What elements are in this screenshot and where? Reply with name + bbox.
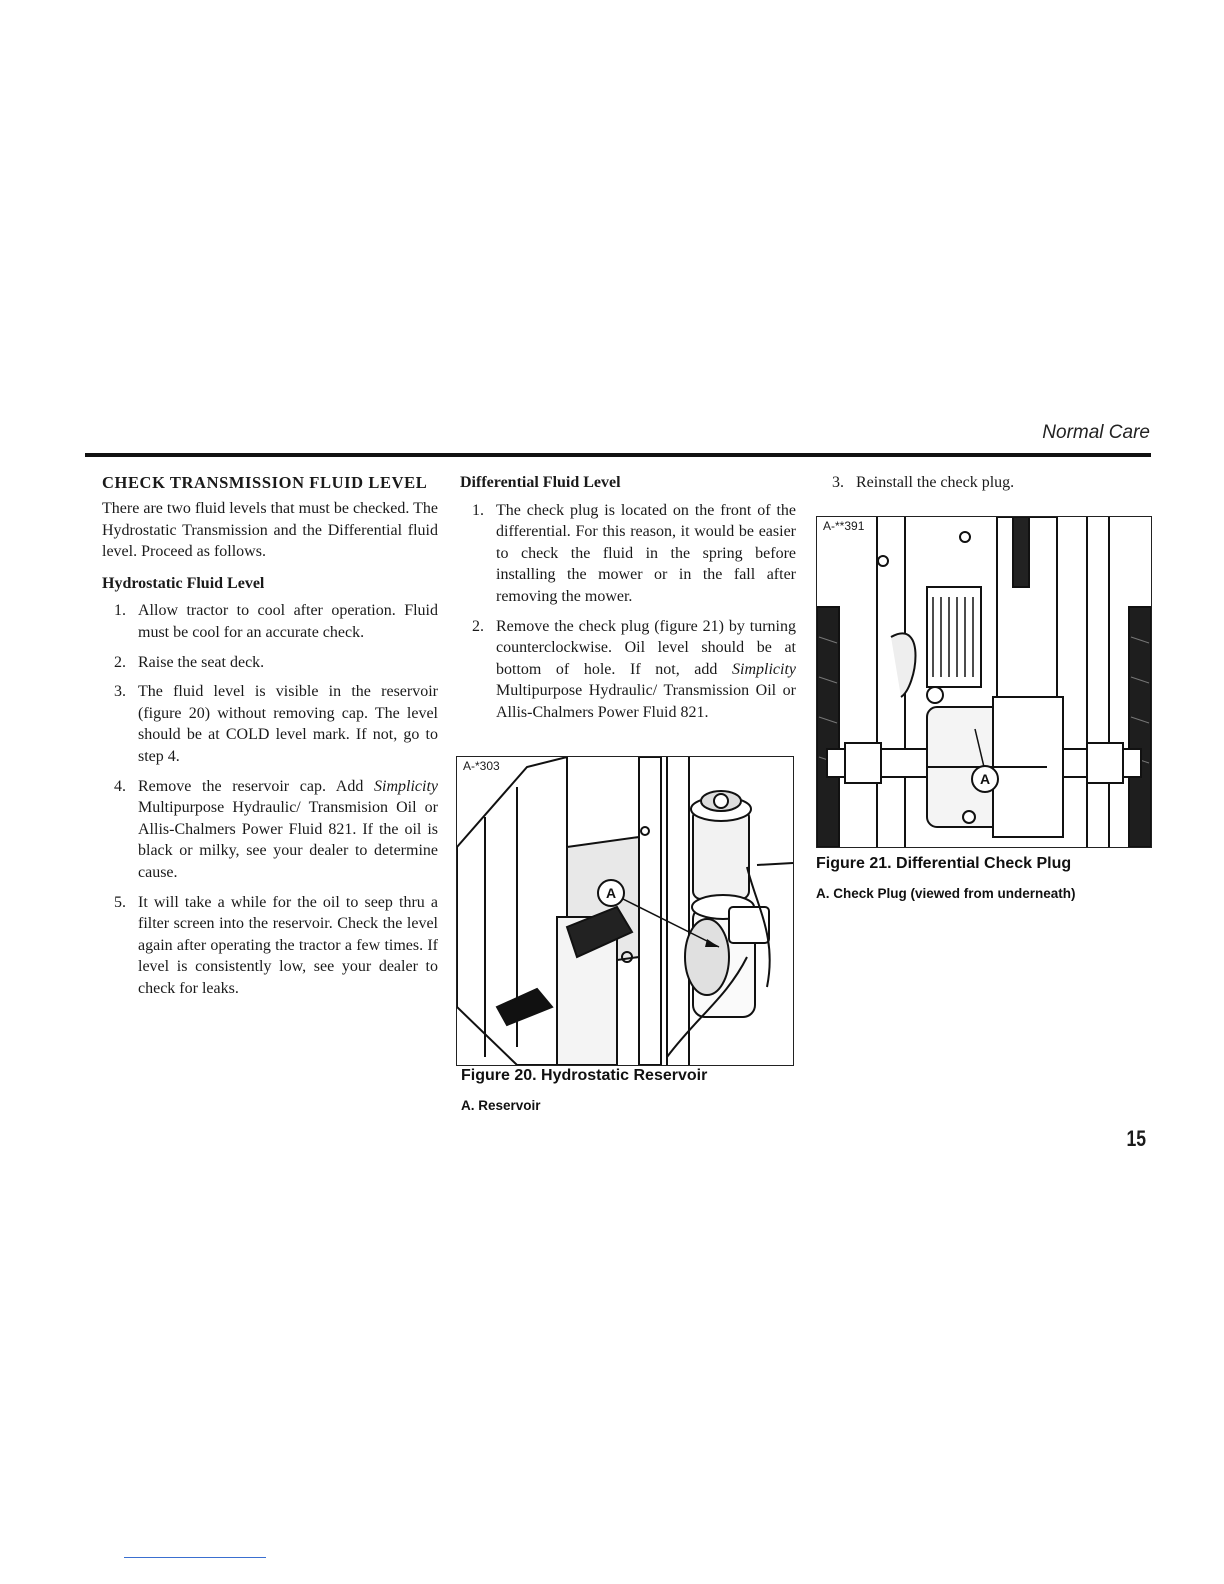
brand-name: Simplicity bbox=[374, 777, 438, 795]
step-text: It will take a while for the oil to seep thru a filter screen into the reservoir. Check the level again after operating the tractor a few times. If level is consistently low, see your dealer to check for leaks. bbox=[138, 893, 438, 997]
list-item bbox=[460, 616, 796, 724]
column-reinstall bbox=[816, 472, 1152, 502]
step-text-post: Multipurpose Hydraulic/ Transmission Oil or Allis-Chalmers Power Fluid 821. bbox=[496, 682, 796, 721]
figure-code: A-*303 bbox=[460, 759, 503, 773]
step-text-post: Multipurpose Hydraulic/ Transmision Oil or Allis-Chalmers Power Fluid 821. If the oil is black or milky, see your dealer to determine cause. bbox=[138, 799, 438, 881]
hydrostatic-steps bbox=[102, 600, 438, 999]
list-item bbox=[460, 500, 796, 608]
step-text: Raise the seat deck. bbox=[138, 653, 265, 671]
figure-20-caption: Figure 20. Hydrostatic Reservoir bbox=[461, 1067, 708, 1084]
column-differential bbox=[460, 472, 796, 732]
list-item bbox=[102, 681, 438, 767]
figure-21-caption: Figure 21. Differential Check Plug bbox=[816, 855, 1072, 872]
figure-21-illustration bbox=[816, 516, 1152, 848]
step-number: 1. bbox=[472, 501, 484, 519]
step-text: The check plug is located on the front of the differential. For this reason, it would be easier to check the fluid in the spring before installing the mower or in the fall after removing the mower. bbox=[496, 501, 796, 605]
list-item bbox=[816, 472, 1152, 494]
step-number: 2. bbox=[472, 617, 484, 635]
brand-name: Simplicity bbox=[732, 660, 796, 678]
intro-paragraph: There are two fluid levels that must be checked. The Hydrostatic Transmission and the Differential fluid level. Proceed as follows. bbox=[102, 500, 438, 561]
list-item bbox=[102, 652, 438, 674]
figure-code: A-**391 bbox=[820, 519, 867, 533]
page-number: 15 bbox=[1125, 1126, 1146, 1151]
step-text-pre: Remove the check plug (figure 21) by turning counterclockwise. Oil level should be at bottom of hole. If not, add bbox=[496, 617, 796, 678]
svg-text:A: A bbox=[979, 771, 991, 787]
footer-divider bbox=[124, 1557, 266, 1558]
step-number: 3. bbox=[114, 683, 126, 701]
step-text: Allow tractor to cool after operation. Fluid must be cool for an accurate check. bbox=[138, 602, 438, 641]
svg-text:A: A bbox=[605, 885, 617, 901]
header-rule bbox=[85, 453, 1151, 457]
section-heading: CHECK TRANSMISSION FLUID LEVEL bbox=[102, 473, 428, 492]
reinstall-steps bbox=[816, 472, 1152, 494]
step-number: 1. bbox=[114, 602, 126, 620]
figure-20-illustration bbox=[456, 756, 794, 1066]
differential-drawing bbox=[817, 517, 1151, 847]
differential-subheading: Differential Fluid Level bbox=[460, 474, 621, 491]
reservoir-drawing bbox=[457, 757, 793, 1065]
differential-steps bbox=[460, 500, 796, 724]
hydrostatic-subheading: Hydrostatic Fluid Level bbox=[102, 574, 265, 592]
figure-21-legend: A. Check Plug (viewed from underneath) bbox=[816, 886, 1076, 901]
list-item bbox=[102, 600, 438, 643]
step-text: The fluid level is visible in the reservoir (figure 20) without removing cap. The level should be at COLD level mark. If not, go to step 4. bbox=[138, 683, 438, 765]
step-number: 4. bbox=[114, 777, 126, 795]
step-text-pre: Remove the reservoir cap. Add bbox=[138, 777, 375, 795]
step-text: Reinstall the check plug. bbox=[856, 474, 1015, 491]
column-hydrostatic bbox=[102, 472, 438, 1007]
step-number: 5. bbox=[114, 893, 126, 911]
list-item bbox=[102, 892, 438, 1000]
step-number: 2. bbox=[114, 653, 126, 671]
step-number: 3. bbox=[832, 474, 844, 491]
header-title: Normal Care bbox=[1042, 422, 1150, 443]
figure-20-legend: A. Reservoir bbox=[461, 1098, 541, 1113]
list-item bbox=[102, 776, 438, 884]
